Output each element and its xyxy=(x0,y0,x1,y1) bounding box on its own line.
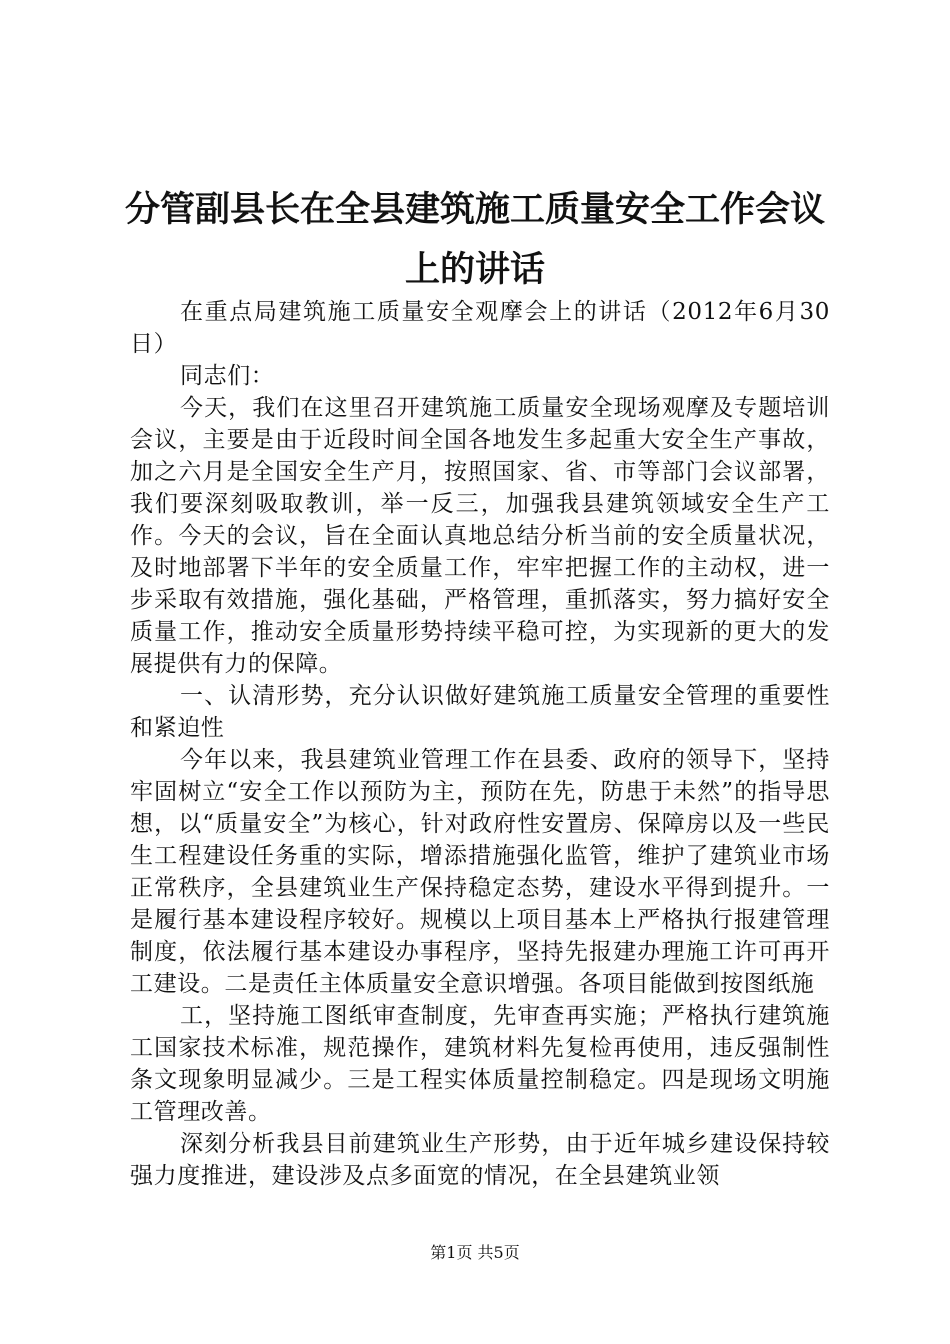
section-heading: 一、认清形势，充分认识做好建筑施工质量安全管理的重要性和紧迫性 xyxy=(130,683,830,741)
page-number-footer: 第1页 共5页 xyxy=(430,1243,520,1262)
body-paragraph: 今天，我们在这里召开建筑施工质量安全现场观摩及专题培训会议，主要是由于近段时间全国各地发生多起重大安全生产事故，加之六月是全国安全生产月，按照国家、省、市等部门会议部署，我们要深刻吸取教训，举一反三，加强我县建筑领域安全生产工作。今天的会议，旨在全面认真地总结分析当前的安全质量状况，及时地部署下半年的安全质量工作，牢牢把握工作的主动权，进一步采取有效措施，强化基础，严格管理，重抓落实，努力搞好安全质量工作，推动安全质量形势持续平稳可控，为实现新的更大的发展提供有力的保障。 xyxy=(130,395,830,677)
body-paragraph: 深刻分析我县目前建筑业生产形势，由于近年城乡建设保持较强力度推进，建设涉及点多面宽的情况，在全县建筑业领 xyxy=(130,1131,830,1189)
body-paragraph: 今年以来，我县建筑业管理工作在县委、政府的领导下，坚持牢固树立“安全工作以预防为主，预防在先，防患于未然”的指导思想，以“质量安全”为核心，针对政府性安置房、保障房以及一些民生工程建设任务重的实际，增添措施强化监管，维护了建筑业市场正常秩序，全县建筑业生产保持稳定态势，建设水平得到提升。一是履行基本建设程序较好。规模以上项目基本上严格执行报建管理制度，依法履行基本建设办事程序，坚持先报建办理施工许可再开工建设。二是责任主体质量安全意识增强。各项目能做到按图纸施 xyxy=(130,747,830,997)
document-title-line-2: 上的讲话 xyxy=(404,250,545,290)
body-paragraph: 工，坚持施工图纸审查制度，先审查再实施；严格执行建筑施工国家技术标准，规范操作，建筑材料先复检再使用，违反强制性条文现象明显减少。三是工程实体质量控制稳定。四是现场文明施工管理改善。 xyxy=(130,1003,830,1125)
speech-subtitle: 在重点局建筑施工质量安全观摩会上的讲话（2012年6月30日） xyxy=(130,299,830,357)
document-body xyxy=(130,296,830,1192)
document-title-line-1: 分管副县长在全县建筑施工质量安全工作会议 xyxy=(124,190,825,230)
salutation: 同志们： xyxy=(180,363,275,389)
